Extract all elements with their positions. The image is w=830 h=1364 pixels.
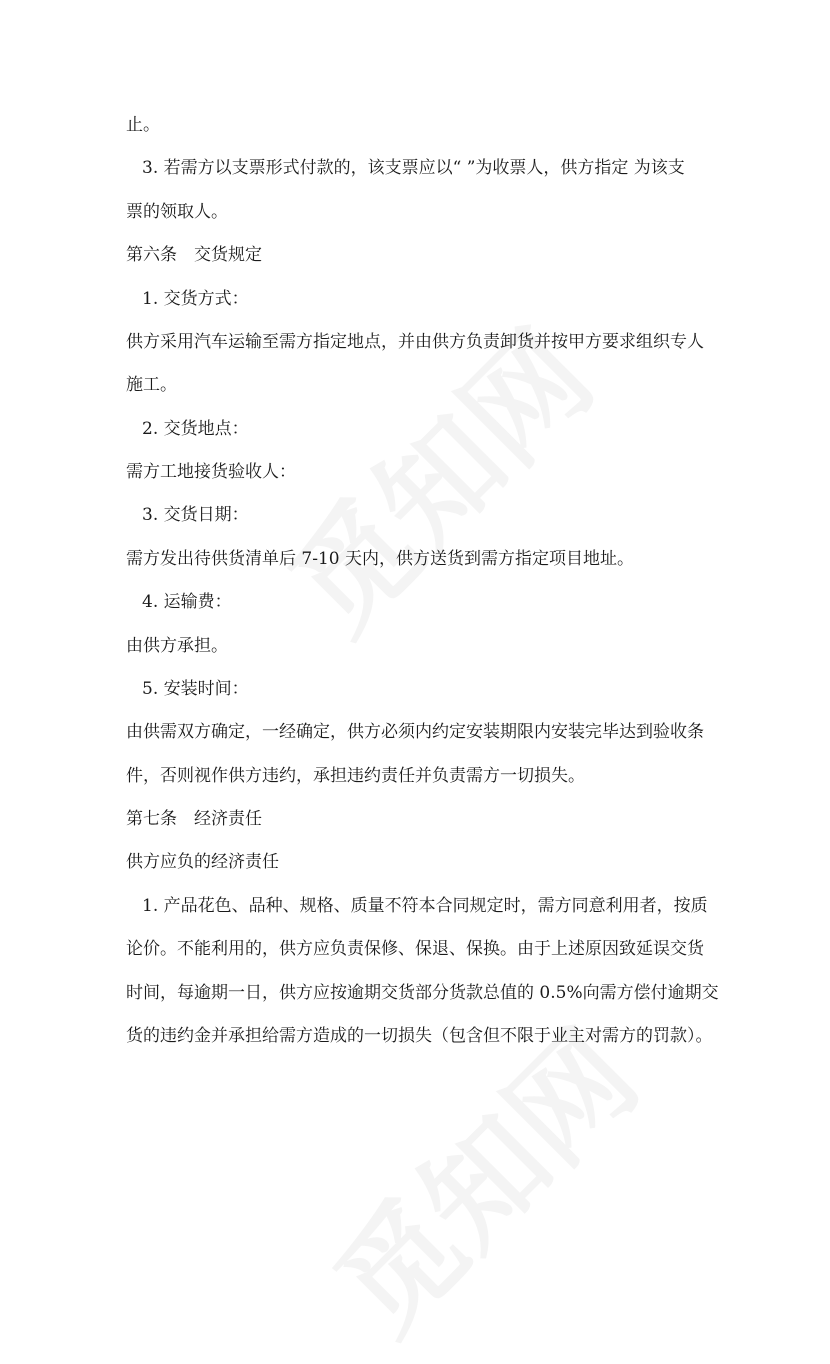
paragraph-line: 需方发出待供货清单后 7-10 天内，供方送货到需方指定项目地址。 [126,549,634,569]
paragraph-line: 论价。不能利用的，供方应负责保修、保退、保换。由于上述原因致延误交货 [126,939,704,959]
paragraph-line: 由供需双方确定，一经确定，供方必须内约定安装期限内安装完毕达到验收条 [126,722,704,742]
section-heading-article-7: 第七条 经济责任 [126,809,262,829]
list-item-product-quality: 1. 产品花色、品种、规格、质量不符本合同规定时，需方同意利用者，按质 [142,896,708,916]
paragraph-line: 票的领取人。 [126,202,228,222]
paragraph-line: 由供方承担。 [126,636,228,656]
paragraph-line: 时间，每逾期一日，供方应按逾期交货部分货款总值的 0.5%向需方偿付逾期交 [126,983,719,1003]
section-heading-article-6: 第六条 交货规定 [126,245,262,265]
paragraph-line: 止。 [126,115,160,135]
paragraph-line: 施工。 [126,375,177,395]
paragraph-line: 需方工地接货验收人： [126,462,296,482]
list-item-3-check-payment: 3. 若需方以支票形式付款的，该支票应以“ ”为收票人，供方指定 为该支 [142,158,685,178]
list-item-delivery-method: 1. 交货方式： [142,289,249,309]
list-item-installation-time: 5. 安装时间： [142,679,249,699]
subsection-heading: 供方应负的经济责任 [126,852,279,872]
list-item-freight: 4. 运输费： [142,592,232,612]
list-item-delivery-date: 3. 交货日期： [142,505,249,525]
paragraph-line: 件，否则视作供方违约，承担违约责任并负责需方一切损失。 [126,766,585,786]
paragraph-line: 供方采用汽车运输至需方指定地点，并由供方负责卸货并按甲方要求组织专人 [126,332,704,352]
paragraph-line: 货的违约金并承担给需方造成的一切损失（包含但不限于业主对需方的罚款）。 [126,1026,713,1046]
list-item-delivery-location: 2. 交货地点： [142,419,249,439]
